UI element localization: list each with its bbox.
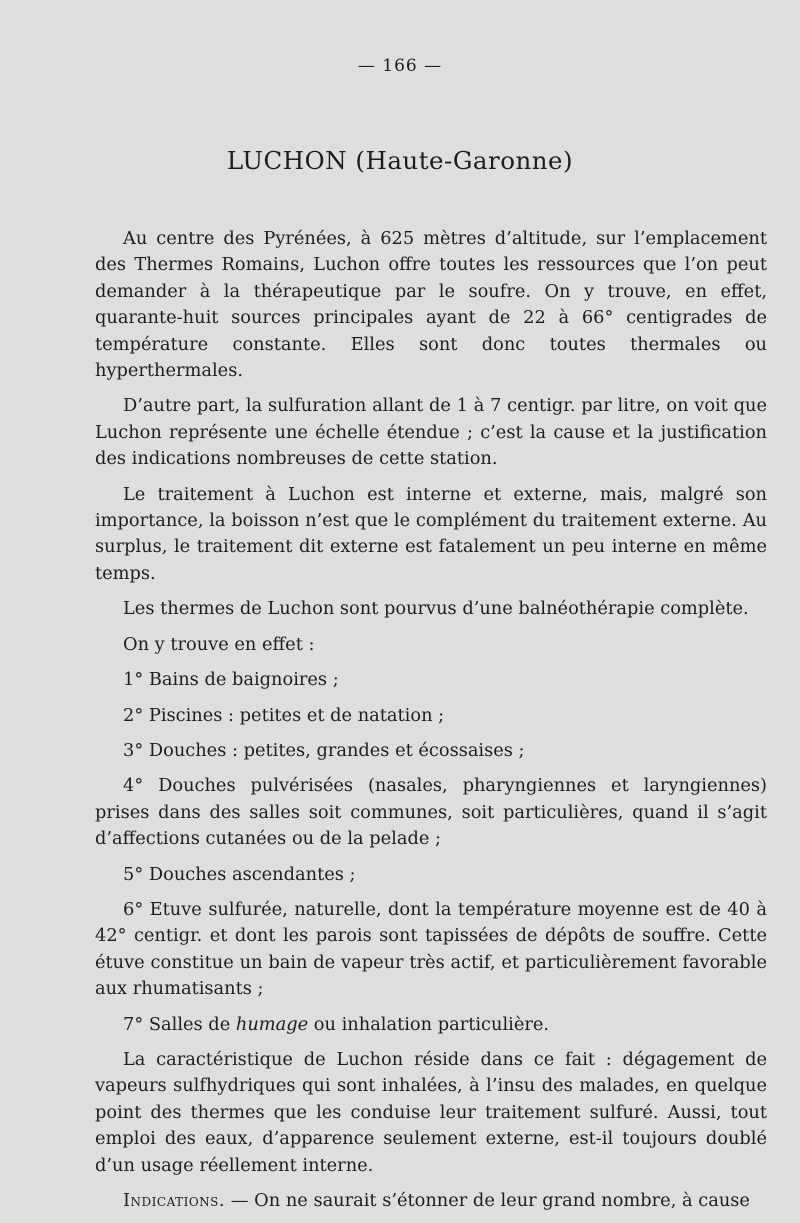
list-item: 5° Douches ascendantes ; [123, 863, 356, 885]
section-text: — On ne saurait s’étonner de leur grand nombre, à cause [225, 1190, 750, 1211]
list-item: 4° Douches pulvérisées (nasales, pharyngiennes et laryngiennes) prises dans des salles soit communes, soit particulières, quand il s’agit d’affections cutanées ou de la pelade ; [95, 775, 767, 850]
paragraph: La caractéristique de Luchon réside dans ce fait : dégagement de vapeurs sulfhydriques qui sont inhalées, à l’insu des malades, en quelque point des thermes que les conduise leur traitement sulfuré. Aussi, tout emploi des eaux, d’apparence seulement externe, est-il toujours doublé d’un usage réellement interne. [95, 1048, 767, 1176]
list-item: 2° Piscines : petites et de natation ; [123, 704, 445, 726]
paragraph: Les thermes de Luchon sont pourvus d’une balnéothérapie complète. [123, 598, 749, 620]
page-title: LUCHON (Haute-Garonne) [226, 146, 574, 175]
paragraph: Au centre des Pyrénées, à 625 mètres d’altitude, sur l’emplacement des Thermes Romains, Luchon offre toutes les ressources que l’on peut demander à la thérapeutique par le soufre. On y trouve, en effet, quarante-huit sources principales ayant de 22 à 66° centigrades de température constante. Elles sont donc toutes thermales ou hyperthermales. [95, 228, 767, 382]
paragraph: Le traitement à Luchon est interne et externe, mais, malgré son importance, la boisson n’est que le complément du traitement externe. Au surplus, le traitement dit externe est fatalement un peu interne en même temps. [95, 483, 767, 584]
list-item: 3° Douches : petites, grandes et écossaises ; [123, 739, 525, 761]
indications-paragraph [95, 1188, 767, 1214]
italic-term: humage [235, 1013, 309, 1035]
list-item-text: ou inhalation particulière. [308, 1013, 550, 1035]
list-item: 1° Bains de baignoires ; [123, 669, 339, 691]
body-text [95, 226, 767, 1223]
list-item [95, 1012, 767, 1038]
section-label: Indications. [123, 1190, 226, 1211]
list-item-text: 7° Salles de [123, 1013, 236, 1035]
paragraph: D’autre part, la sulfuration allant de 1 à 7 centigr. par litre, on voit que Luchon représente une échelle étendue ; c’est la cause et la justification des indications nombreuses de cette station. [95, 395, 767, 470]
paragraph: On y trouve en effet : [123, 633, 315, 655]
list-item: 6° Etuve sulfurée, naturelle, dont la température moyenne est de 40 à 42° centigr. et dont les parois sont tapissées de dépôts de souffre. Cette étuve constitue un bain de vapeur très actif, et particulièrement favorable aux rhumatisants ; [95, 898, 767, 1000]
page-number: — 166 — [357, 56, 443, 76]
